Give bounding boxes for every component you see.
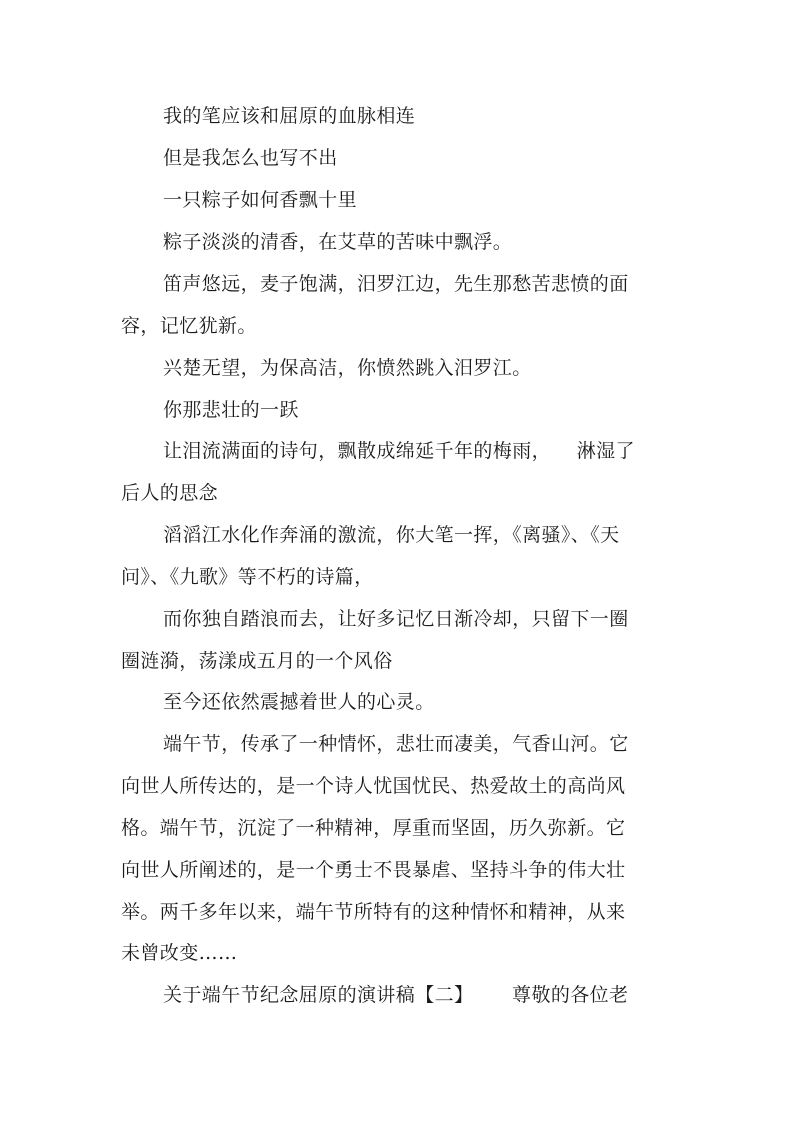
text-line: 而你独自踏浪而去，让好多记忆日渐冷却，只留下一圈: [163, 608, 629, 630]
text-line: 举。两千多年以来，端午节所特有的这种情怀和精神，从来: [121, 901, 626, 923]
text-line: 圈涟漪，荡漾成五月的一个风俗: [121, 650, 393, 672]
text-line: 未曾改变……: [121, 942, 238, 964]
text-line: 后人的思念: [121, 482, 219, 504]
text-line: 让泪流满面的诗句，飘散成绵延千年的梅雨， 淋湿了: [163, 440, 635, 462]
text-line: 至今还依然震撼着世人的心灵。: [163, 691, 435, 713]
text-line: 但是我怎么也写不出: [163, 147, 338, 169]
text-line: 你那悲壮的一跃: [163, 399, 299, 421]
text-line: 向世人所传达的，是一个诗人忧国忧民、热爱故土的高尚风: [121, 775, 626, 797]
text-line: 滔滔江水化作奔涌的激流，你大笔一挥，《离骚》、《天: [163, 524, 620, 546]
text-line: 一只粽子如何香飘十里: [163, 189, 358, 211]
text-line: 问》、《九歌》等不朽的诗篇，: [121, 566, 374, 588]
text-line: 向世人所阐述的，是一个勇士不畏暴虐、坚持斗争的伟大壮: [121, 859, 626, 881]
text-line: 兴楚无望，为保高洁，你愤然跳入汨罗江。: [163, 357, 532, 379]
text-line: 粽子淡淡的清香，在艾草的苦味中飘浮。: [163, 231, 513, 253]
text-line: 笛声悠远，麦子饱满，汨罗江边，先生那愁苦悲愤的面: [163, 273, 629, 295]
text-line: 端午节，传承了一种情怀，悲壮而凄美，气香山河。它: [163, 733, 629, 755]
text-line: 关于端午节纪念屈原的演讲稿【二】 尊敬的各位老: [163, 984, 629, 1006]
text-line: 我的笔应该和屈原的血脉相连: [163, 105, 416, 127]
text-line: 容，记忆犹新。: [121, 315, 257, 337]
text-line: 格。端午节，沉淀了一种精神，厚重而坚固，历久弥新。它: [121, 817, 626, 839]
